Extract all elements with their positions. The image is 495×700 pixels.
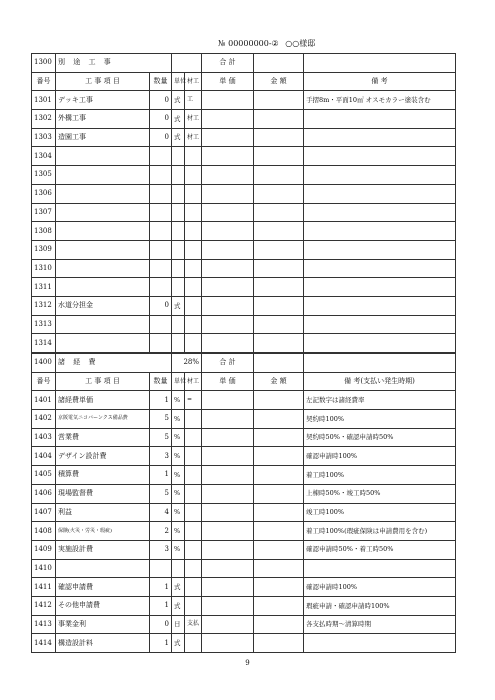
item-unit: % — [172, 428, 185, 447]
section-title: 別 途 工 事 — [56, 54, 172, 73]
item-amount — [254, 334, 304, 353]
section-1300-table — [31, 53, 456, 353]
item-code: 1402 — [32, 410, 56, 429]
item-unit-price — [202, 184, 254, 203]
item-note: 確認申請時50%・着工時50% — [304, 540, 456, 559]
item-name: その他申請費 — [56, 596, 150, 615]
col-material: 材工 — [185, 372, 202, 391]
item-unit: % — [172, 503, 185, 522]
item-unit — [172, 278, 185, 297]
item-material-labor — [185, 240, 202, 259]
column-header-row — [32, 372, 456, 391]
item-material-labor — [185, 315, 202, 334]
item-unit — [172, 334, 185, 353]
item-material-labor — [185, 147, 202, 166]
item-material-labor — [185, 278, 202, 297]
item-code: 1412 — [32, 596, 56, 615]
table-row — [32, 296, 456, 315]
item-amount — [254, 203, 304, 222]
item-code: 1403 — [32, 428, 56, 447]
total-amount — [254, 54, 304, 73]
item-material-labor — [185, 166, 202, 185]
item-amount — [254, 615, 304, 634]
item-quantity — [150, 166, 172, 185]
item-unit — [172, 559, 185, 578]
item-amount — [254, 259, 304, 278]
item-unit — [172, 166, 185, 185]
item-note — [304, 184, 456, 203]
item-unit-price — [202, 447, 254, 466]
item-amount — [254, 222, 304, 241]
item-code: 1307 — [32, 203, 56, 222]
item-unit-price — [202, 522, 254, 541]
item-unit — [172, 203, 185, 222]
item-note — [304, 334, 456, 353]
item-unit-price — [202, 334, 254, 353]
item-unit-price — [202, 147, 254, 166]
item-name: 外構工事 — [56, 110, 150, 129]
item-quantity: 0 — [150, 91, 172, 110]
item-unit-price — [202, 166, 254, 185]
item-amount — [254, 166, 304, 185]
item-amount — [254, 296, 304, 315]
item-unit — [172, 240, 185, 259]
table-row — [32, 391, 456, 410]
table-row — [32, 259, 456, 278]
section-1400-table — [31, 353, 456, 653]
item-quantity: 5 — [150, 410, 172, 429]
item-unit: % — [172, 484, 185, 503]
col-number: 番号 — [32, 72, 56, 91]
item-name: 実施設計費 — [56, 540, 150, 559]
item-name: 造園工事 — [56, 128, 150, 147]
item-unit-price — [202, 296, 254, 315]
item-unit: 式 — [172, 128, 185, 147]
table-row — [32, 634, 456, 653]
item-material-labor — [185, 484, 202, 503]
item-amount — [254, 315, 304, 334]
item-amount — [254, 447, 304, 466]
table-row — [32, 503, 456, 522]
item-note: 契約時50%・確認申請時50% — [304, 428, 456, 447]
item-code: 1312 — [32, 296, 56, 315]
table-row — [32, 410, 456, 429]
table-row — [32, 91, 456, 110]
item-note: 確認申請時100% — [304, 447, 456, 466]
item-unit-price — [202, 503, 254, 522]
item-note — [304, 222, 456, 241]
item-material-labor — [185, 334, 202, 353]
item-unit-price — [202, 391, 254, 410]
item-material-labor — [185, 410, 202, 429]
col-amount: 金 額 — [254, 372, 304, 391]
item-amount — [254, 128, 304, 147]
item-code: 1406 — [32, 484, 56, 503]
item-note — [304, 240, 456, 259]
item-code: 1308 — [32, 222, 56, 241]
item-name: 現場監督費 — [56, 484, 150, 503]
item-unit-price — [202, 484, 254, 503]
item-quantity — [150, 559, 172, 578]
item-note: 契約時100% — [304, 410, 456, 429]
item-code: 1414 — [32, 634, 56, 653]
item-quantity: 5 — [150, 484, 172, 503]
item-material-labor — [185, 259, 202, 278]
item-unit-price — [202, 240, 254, 259]
item-code: 1303 — [32, 128, 56, 147]
total-note — [304, 354, 456, 373]
table-row — [32, 315, 456, 334]
item-amount — [254, 503, 304, 522]
item-quantity: 1 — [150, 578, 172, 597]
item-amount — [254, 596, 304, 615]
item-note: 左記数字は諸経費率 — [304, 391, 456, 410]
item-quantity — [150, 278, 172, 297]
item-unit: % — [172, 447, 185, 466]
item-name: 京阪電気ニコバーンクス備品費 — [56, 410, 150, 429]
item-note — [304, 634, 456, 653]
item-code: 1309 — [32, 240, 56, 259]
item-name — [56, 278, 150, 297]
section-code: 1400 — [32, 354, 56, 373]
table-row — [32, 222, 456, 241]
section-rate: 28% — [172, 354, 202, 373]
col-qty: 数量 — [150, 72, 172, 91]
item-name — [56, 559, 150, 578]
item-note — [304, 128, 456, 147]
item-amount — [254, 91, 304, 110]
item-unit: 式 — [172, 296, 185, 315]
item-unit: % — [172, 540, 185, 559]
item-unit-price — [202, 315, 254, 334]
table-row — [32, 484, 456, 503]
item-unit — [172, 259, 185, 278]
item-material-labor — [185, 596, 202, 615]
item-code: 1305 — [32, 166, 56, 185]
item-material-labor: 支払 — [185, 615, 202, 634]
item-name: 事業金利 — [56, 615, 150, 634]
item-amount — [254, 484, 304, 503]
item-code: 1301 — [32, 91, 56, 110]
item-name: 構造設計料 — [56, 634, 150, 653]
item-code: 1314 — [32, 334, 56, 353]
col-amount: 金 額 — [254, 72, 304, 91]
item-quantity: 5 — [150, 428, 172, 447]
item-name: 確認申請費 — [56, 578, 150, 597]
item-quantity: 1 — [150, 596, 172, 615]
col-qty: 数量 — [150, 372, 172, 391]
col-notes: 備 考(支払い発生時期) — [304, 372, 456, 391]
document-number: № 00000000-② — [218, 39, 279, 48]
table-row — [32, 615, 456, 634]
item-note: 上棟時50%・竣工時50% — [304, 484, 456, 503]
table-row — [32, 110, 456, 129]
item-unit-price — [202, 128, 254, 147]
item-note: 手摺8m・平面10㎡ オスモカラー塗装含む — [304, 91, 456, 110]
item-unit — [172, 147, 185, 166]
item-quantity — [150, 240, 172, 259]
table-row — [32, 596, 456, 615]
item-note — [304, 259, 456, 278]
item-quantity: 3 — [150, 540, 172, 559]
item-unit-price — [202, 222, 254, 241]
item-quantity — [150, 147, 172, 166]
item-unit: % — [172, 522, 185, 541]
item-unit: 式 — [172, 91, 185, 110]
item-unit-price — [202, 110, 254, 129]
item-name — [56, 334, 150, 353]
table-row — [32, 447, 456, 466]
item-code: 1401 — [32, 391, 56, 410]
col-unit-price: 単 価 — [202, 72, 254, 91]
item-quantity: 3 — [150, 447, 172, 466]
item-amount — [254, 559, 304, 578]
item-amount — [254, 278, 304, 297]
item-quantity — [150, 203, 172, 222]
item-unit-price — [202, 578, 254, 597]
section-title-row — [32, 354, 456, 373]
item-amount — [254, 391, 304, 410]
item-unit: % — [172, 466, 185, 485]
table-row — [32, 128, 456, 147]
item-code: 1413 — [32, 615, 56, 634]
item-quantity: 4 — [150, 503, 172, 522]
item-code: 1411 — [32, 578, 56, 597]
total-amount — [254, 354, 304, 373]
item-amount — [254, 410, 304, 429]
item-quantity: 1 — [150, 466, 172, 485]
item-name: 営業費 — [56, 428, 150, 447]
section-title: 諸 経 費 — [56, 354, 172, 373]
item-code: 1310 — [32, 259, 56, 278]
item-note: 着工時100%(瑕疵保険は申請費用を含む) — [304, 522, 456, 541]
item-material-labor — [185, 559, 202, 578]
item-amount — [254, 522, 304, 541]
item-unit: 式 — [172, 110, 185, 129]
item-unit: 式 — [172, 596, 185, 615]
item-note — [304, 559, 456, 578]
item-amount — [254, 184, 304, 203]
item-quantity — [150, 315, 172, 334]
item-unit — [172, 222, 185, 241]
item-amount — [254, 540, 304, 559]
item-material-labor — [185, 634, 202, 653]
item-quantity: 2 — [150, 522, 172, 541]
table-row — [32, 240, 456, 259]
item-code: 1409 — [32, 540, 56, 559]
item-code: 1405 — [32, 466, 56, 485]
item-quantity — [150, 184, 172, 203]
item-name: デザイン設計費 — [56, 447, 150, 466]
page-number: 9 — [245, 659, 250, 667]
item-material-labor — [185, 503, 202, 522]
item-material-labor — [185, 428, 202, 447]
item-name: 諸経費単価 — [56, 391, 150, 410]
item-unit-price — [202, 466, 254, 485]
table-row — [32, 147, 456, 166]
item-name — [56, 203, 150, 222]
item-name — [56, 166, 150, 185]
item-unit: % — [172, 391, 185, 410]
col-unit: 単位 — [172, 72, 185, 91]
item-material-labor: 工 — [185, 91, 202, 110]
item-material-labor — [185, 522, 202, 541]
table-row — [32, 203, 456, 222]
column-header-row — [32, 72, 456, 91]
section-code: 1300 — [32, 54, 56, 73]
table-row — [32, 578, 456, 597]
item-note — [304, 203, 456, 222]
item-material-labor — [185, 203, 202, 222]
item-code: 1404 — [32, 447, 56, 466]
item-unit: 式 — [172, 634, 185, 653]
item-unit-price — [202, 559, 254, 578]
item-note — [304, 296, 456, 315]
item-unit-price — [202, 410, 254, 429]
item-name — [56, 222, 150, 241]
item-unit-price — [202, 203, 254, 222]
col-notes: 備 考 — [304, 72, 456, 91]
item-material-labor — [185, 466, 202, 485]
item-name: 水道分担金 — [56, 296, 150, 315]
item-unit-price — [202, 540, 254, 559]
table-row — [32, 166, 456, 185]
item-unit — [172, 315, 185, 334]
item-code: 1302 — [32, 110, 56, 129]
item-note — [304, 147, 456, 166]
item-note — [304, 278, 456, 297]
item-unit-price — [202, 278, 254, 297]
item-note: 竣工時100% — [304, 503, 456, 522]
item-code: 1304 — [32, 147, 56, 166]
document-header — [218, 38, 319, 49]
table-row — [32, 278, 456, 297]
table-row — [32, 559, 456, 578]
item-name — [56, 184, 150, 203]
item-unit: % — [172, 410, 185, 429]
item-note — [304, 110, 456, 129]
item-unit-price — [202, 634, 254, 653]
col-number: 番号 — [32, 372, 56, 391]
item-code: 1313 — [32, 315, 56, 334]
total-label: 合 計 — [202, 354, 254, 373]
item-unit-price — [202, 259, 254, 278]
item-note — [304, 315, 456, 334]
item-name: 積算費 — [56, 466, 150, 485]
section-title-row — [32, 54, 456, 73]
item-amount — [254, 634, 304, 653]
item-quantity — [150, 259, 172, 278]
item-quantity — [150, 334, 172, 353]
item-code: 1408 — [32, 522, 56, 541]
item-note — [304, 166, 456, 185]
section-rate — [172, 54, 202, 73]
item-name — [56, 259, 150, 278]
item-quantity: 1 — [150, 391, 172, 410]
table-row — [32, 334, 456, 353]
item-material-labor — [185, 222, 202, 241]
item-name — [56, 240, 150, 259]
item-name — [56, 147, 150, 166]
item-quantity: 0 — [150, 128, 172, 147]
item-unit-price — [202, 428, 254, 447]
item-amount — [254, 240, 304, 259]
item-unit: 日 — [172, 615, 185, 634]
col-unit-price: 単 価 — [202, 372, 254, 391]
item-quantity: 0 — [150, 296, 172, 315]
item-name — [56, 315, 150, 334]
item-material-labor: = — [185, 391, 202, 410]
item-note: 瑕疵申請・確認申請時100% — [304, 596, 456, 615]
item-note: 着工時100% — [304, 466, 456, 485]
item-name: デッキ工事 — [56, 91, 150, 110]
total-note — [304, 54, 456, 73]
item-material-labor — [185, 184, 202, 203]
col-material: 材工 — [185, 72, 202, 91]
item-unit-price — [202, 596, 254, 615]
item-quantity: 1 — [150, 634, 172, 653]
item-amount — [254, 110, 304, 129]
item-unit — [172, 184, 185, 203]
item-material-labor: 材工 — [185, 128, 202, 147]
item-unit-price — [202, 615, 254, 634]
item-name: 利益 — [56, 503, 150, 522]
item-name: 保険(火災・労災・瑕疵) — [56, 522, 150, 541]
item-material-labor — [185, 447, 202, 466]
total-label: 合 計 — [202, 54, 254, 73]
item-unit: 式 — [172, 578, 185, 597]
item-quantity: 0 — [150, 110, 172, 129]
table-row — [32, 428, 456, 447]
item-material-labor: 材工 — [185, 110, 202, 129]
item-code: 1410 — [32, 559, 56, 578]
item-code: 1311 — [32, 278, 56, 297]
item-amount — [254, 147, 304, 166]
item-code: 1407 — [32, 503, 56, 522]
table-row — [32, 540, 456, 559]
table-row — [32, 184, 456, 203]
item-material-labor — [185, 578, 202, 597]
col-item: 工 事 項 目 — [56, 72, 150, 91]
col-unit: 単位 — [172, 372, 185, 391]
table-row — [32, 466, 456, 485]
item-quantity — [150, 222, 172, 241]
item-amount — [254, 428, 304, 447]
item-code: 1306 — [32, 184, 56, 203]
item-amount — [254, 578, 304, 597]
item-material-labor — [185, 540, 202, 559]
item-note: 確認申請時100% — [304, 578, 456, 597]
item-note: 各支払時期～清算時期 — [304, 615, 456, 634]
item-unit-price — [202, 91, 254, 110]
table-row — [32, 522, 456, 541]
col-item: 工 事 項 目 — [56, 372, 150, 391]
item-quantity: 0 — [150, 615, 172, 634]
client-name: ○○様邸 — [285, 39, 316, 48]
item-material-labor — [185, 296, 202, 315]
item-amount — [254, 466, 304, 485]
